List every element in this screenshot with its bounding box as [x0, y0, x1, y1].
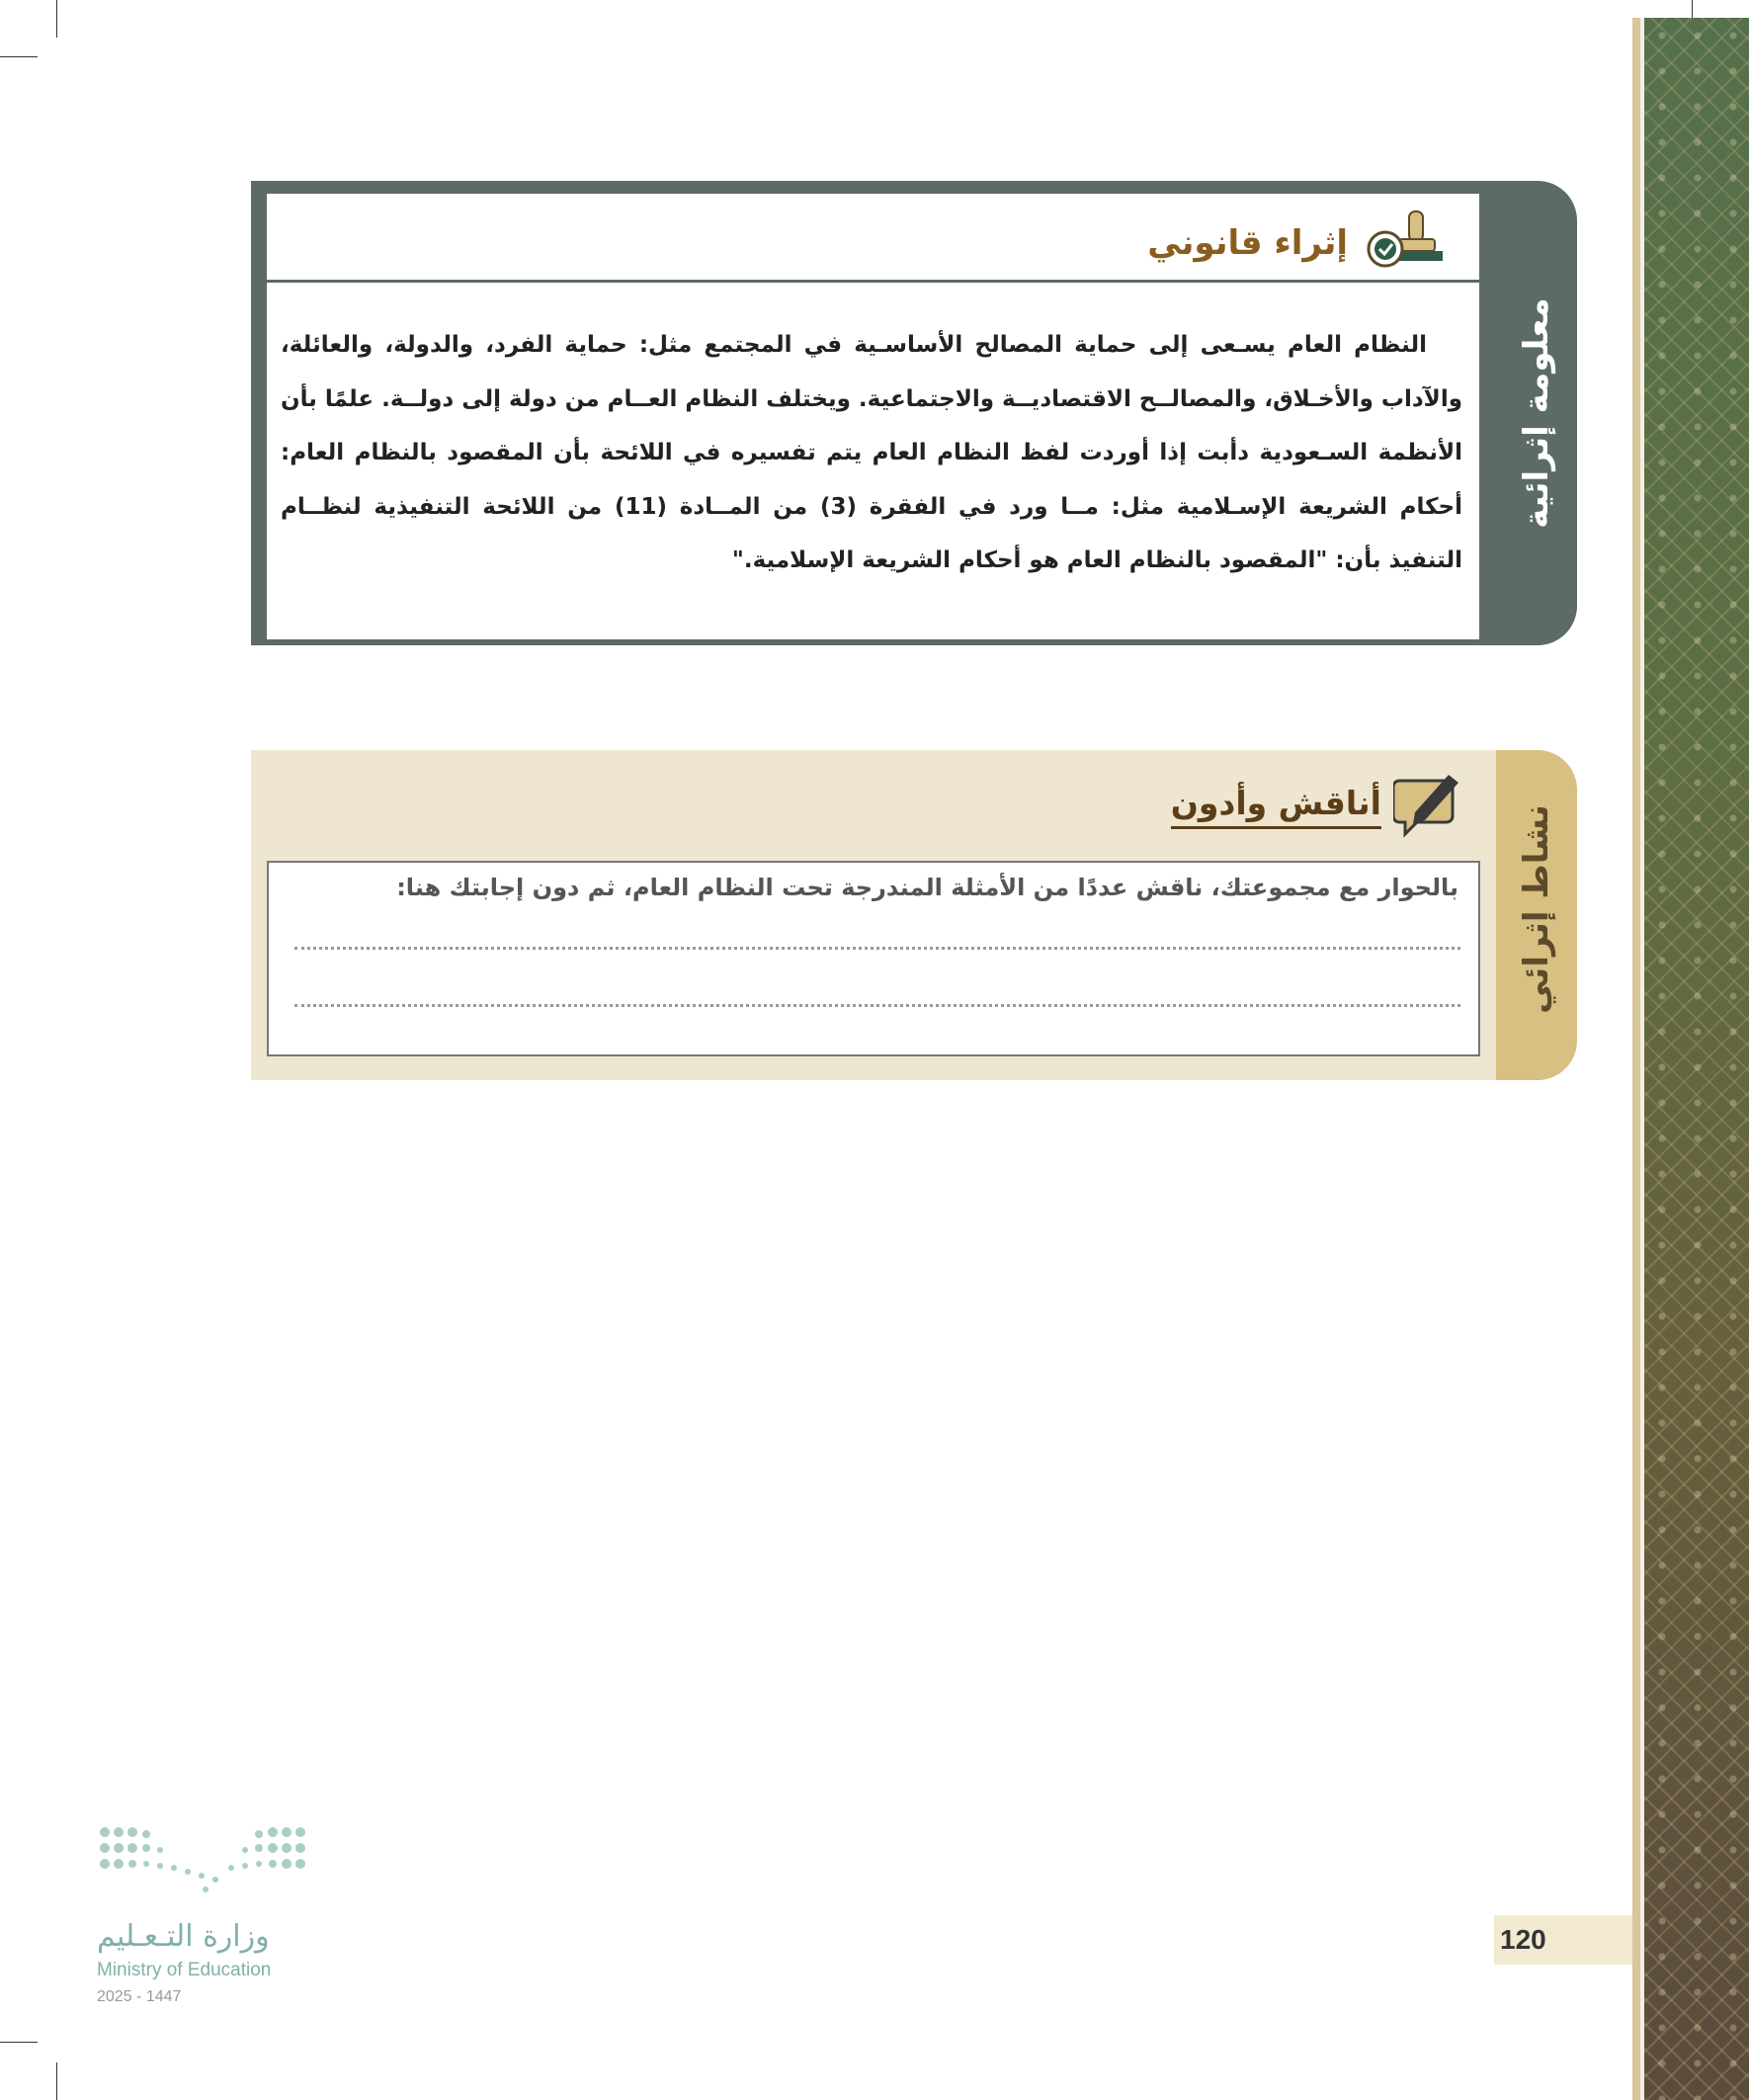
stamp-icon: [1362, 206, 1447, 273]
ministry-year: 2025 - 1447: [97, 1988, 182, 2005]
page-number: 120: [1494, 1915, 1632, 1965]
enrichment-activity-tab-label: نشاط إثرائي: [1517, 804, 1556, 1014]
crop-mark: [56, 0, 57, 38]
crop-mark: [0, 2042, 38, 2043]
legal-enrichment-paragraph: النظام العام يسـعى إلى حماية المصالح الأساسـية في المجتمع مثل: حماية الفرد، والدولة، والعائلة، والآداب والأخـلاق، والمصالــح الاقتصاديــة والاجتماعية. ويختلف النظام العــام من دولة إلى دولــة. علمًا بأن الأنظمة السـعودية دأبت إذا أوردت لفظ النظام العام يتم تفسيره في اللائحة بأن المقصود بالنظام العام: أحكام الشريعة الإسـلامية مثل: مــا ورد في الفقرة (3) من المــادة (11) من اللائحة التنفيذية لنظــام التنفيذ بأن: "المقصود بالنظام العام هو أحكام الشريعة الإسلامية.": [281, 332, 1462, 573]
discuss-record-title: أناقش وأدون: [1171, 784, 1381, 829]
activity-prompt: بالحوار مع مجموعتك، ناقش عددًا من الأمثلة المندرجة تحت النظام العام، ثم دون إجابتك هنا:: [396, 874, 1458, 901]
decorative-border: [1632, 18, 1640, 2100]
legal-enrichment-title: إثراء قانوني: [1147, 223, 1348, 263]
pen-speech-icon: [1393, 761, 1464, 840]
enrichment-info-tab-label: معلومة إثرائية: [1517, 297, 1556, 529]
answer-line[interactable]: [294, 1004, 1460, 1007]
crop-mark: [56, 2062, 57, 2100]
crop-mark: [0, 56, 38, 57]
answer-line[interactable]: [294, 947, 1460, 950]
ministry-logo: [97, 1824, 309, 1895]
ministry-name-english: Ministry of Education: [97, 1960, 272, 1980]
ornamental-pattern-strip: [1644, 18, 1749, 2100]
ministry-name-arabic: وزارة التـعـليم: [97, 1919, 270, 1954]
